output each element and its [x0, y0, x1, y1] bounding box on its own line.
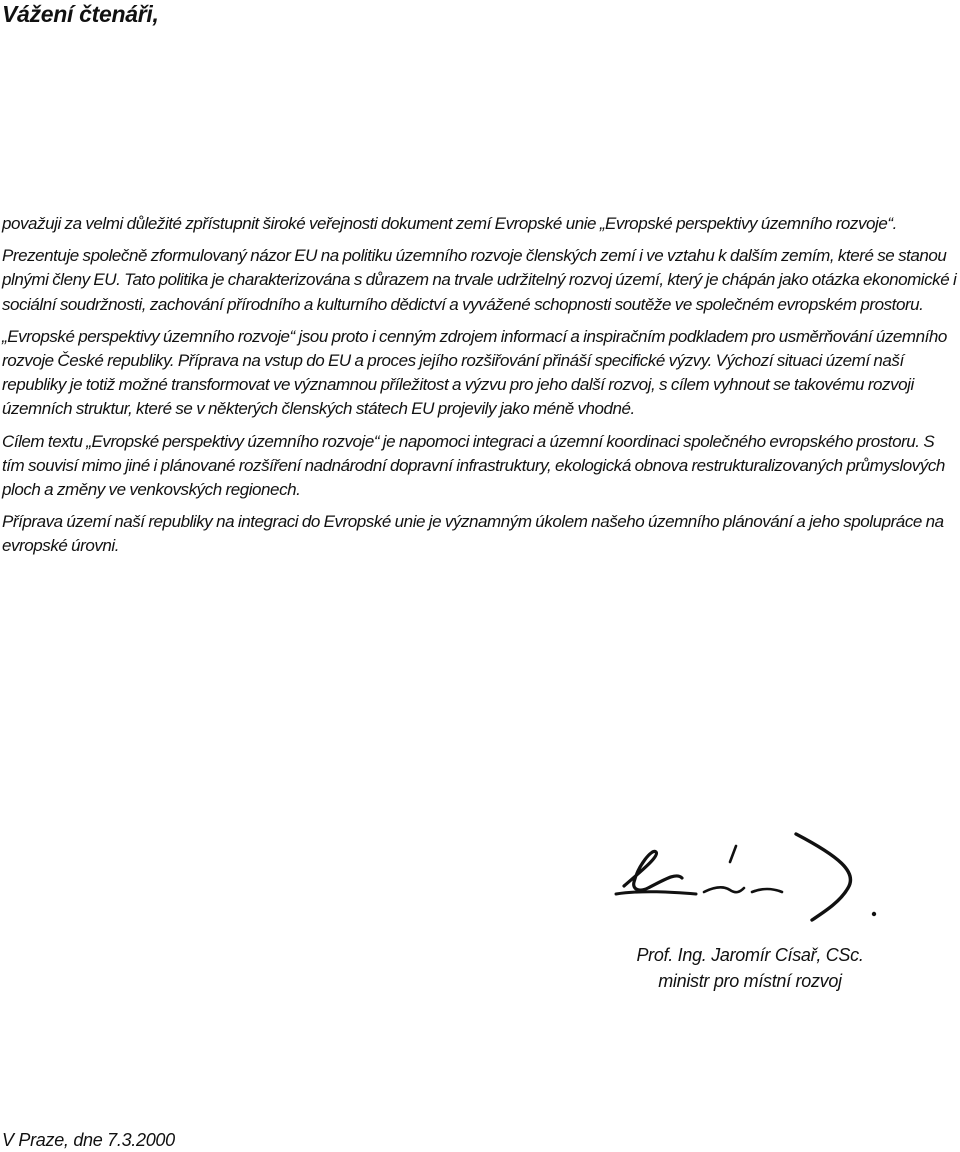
paragraph-5: Příprava území naší republiky na integraci do Evropské unie je významným úkolem našeho územního plánování a jeho spolupráce na evropské úrovni. — [2, 512, 944, 556]
greeting-heading: Vážení čtenáři, — [2, 1, 159, 27]
signatory-name: Prof. Ing. Jaromír Císař, CSc. — [636, 945, 864, 965]
paragraph-4: Cílem textu „Evropské perspektivy územního rozvoje“ je napomoci integraci a územní koordinaci společného evropského prostoru. S tím souvisí mimo jiné i plánované rozšíření nadnárodní dopravní infrastruktury, ekologická obnova restrukturalizovaných průmyslových ploch a změny ve venkovských regionech. — [2, 431, 945, 500]
paragraph-1: považuji za velmi důležité zpřístupnit široké veřejnosti dokument zemí Evropské unie „Evropské perspektivy územního rozvoje“. — [2, 214, 897, 233]
letter-body — [2, 212, 957, 567]
signature-block — [600, 942, 900, 994]
place-and-date: V Praze, dne 7.3.2000 — [2, 1130, 175, 1150]
paragraph-3: „Evropské perspektivy územního rozvoje“ jsou proto i cenným zdrojem informací a inspiračním podkladem pro usměrňování územního rozvoje České republiky. Příprava na vstup do EU a proces jejího rozšiřování přináší specifické výzvy. Výchozí situaci území naší republiky je totiž možné transformovat ve významnou příležitost a výzvu pro jeho další rozvoj, s cílem vyhnout se takovému rozvoji územních struktur, které se v některých členských státech EU projevily jako méně vhodné. — [2, 326, 947, 419]
paragraph-2: Prezentuje společně zformulovaný názor EU na politiku územního rozvoje členských zemí i ve vztahu k dalším zemím, které se stanou plnými členy EU. Tato politika je charakterizována s důrazem na trvale udržitelný rozvoj území, který je chápán jako otázka ekonomické i sociální soudržnosti, zachování přírodního a kulturního dědictví a vyvážené schopnosti soutěže ve společném evropském prostoru. — [2, 246, 957, 314]
signatory-title: ministr pro místní rozvoj — [658, 971, 842, 991]
handwritten-signature — [612, 828, 902, 928]
